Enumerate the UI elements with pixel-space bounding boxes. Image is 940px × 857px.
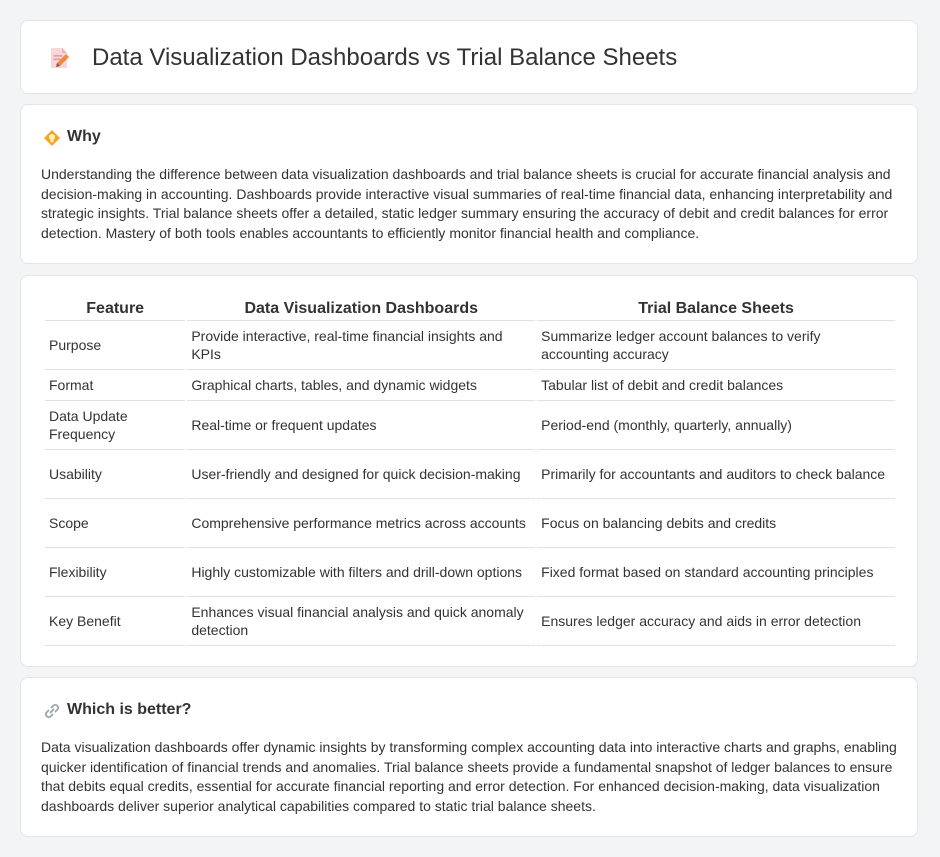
dashboards-cell: Comprehensive performance metrics across accounts xyxy=(187,499,535,548)
why-title: Why xyxy=(67,128,101,145)
why-text: Understanding the difference between data visualization dashboards and trial balance sheets is crucial for accurate financial analysis and decision-making in accounting. Dashboards provide interactive visual summaries of real-time financial data, enhancing interpretability and strategic insights. Trial balance sheets offer a detailed, static ledger summary ensuring the accuracy of debit and credit balances for error detection. Mastery of both tools enables accountants to efficiently monitor financial health and compliance. xyxy=(41,166,893,241)
lightbulb-diamond-icon xyxy=(43,129,61,147)
trial-balance-cell: Tabular list of debit and credit balances xyxy=(537,370,895,401)
header-trial-balance: Trial Balance Sheets xyxy=(537,296,895,321)
trial-balance-cell: Summarize ledger account balances to verify accounting accuracy xyxy=(537,321,895,370)
comparison-table xyxy=(43,296,897,646)
dashboards-cell: Graphical charts, tables, and dynamic widgets xyxy=(187,370,535,401)
which-is-better-section xyxy=(20,677,918,837)
feature-cell: Flexibility xyxy=(45,548,185,597)
table-header-row xyxy=(45,296,895,321)
page-title: Data Visualization Dashboards vs Trial Balance Sheets xyxy=(92,44,678,71)
trial-balance-cell: Period-end (monthly, quarterly, annually) xyxy=(537,401,895,450)
feature-cell: Key Benefit xyxy=(45,597,185,646)
table-row xyxy=(45,321,895,370)
better-text: Data visualization dashboards offer dynamic insights by transforming complex accounting data into interactive charts and graphs, enabling quicker identification of financial trends and anomalies. Trial balance sheets provide a fundamental snapshot of ledger balances to ensure that debits equal credits, essential for accurate financial reporting and error detection. For enhanced decision-making, data visualization dashboards deliver superior analytical capabilities compared to static trial balance sheets. xyxy=(41,739,897,814)
document-pencil-icon xyxy=(47,46,71,70)
dashboards-cell: Highly customizable with filters and drill-down options xyxy=(187,548,535,597)
header-feature: Feature xyxy=(45,296,185,321)
feature-cell: Purpose xyxy=(45,321,185,370)
why-section xyxy=(20,104,918,264)
table-row xyxy=(45,370,895,401)
comparison-section xyxy=(20,275,918,667)
feature-cell: Scope xyxy=(45,499,185,548)
trial-balance-cell: Fixed format based on standard accounting principles xyxy=(537,548,895,597)
table-row xyxy=(45,499,895,548)
feature-cell: Usability xyxy=(45,450,185,499)
trial-balance-cell: Ensures ledger accuracy and aids in error detection xyxy=(537,597,895,646)
feature-cell: Data Update Frequency xyxy=(45,401,185,450)
link-icon xyxy=(43,702,61,720)
dashboards-cell: Enhances visual financial analysis and quick anomaly detection xyxy=(187,597,535,646)
dashboards-cell: Real-time or frequent updates xyxy=(187,401,535,450)
table-row xyxy=(45,401,895,450)
trial-balance-cell: Primarily for accountants and auditors to check balance xyxy=(537,450,895,499)
dashboards-cell: Provide interactive, real-time financial insights and KPIs xyxy=(187,321,535,370)
better-title: Which is better? xyxy=(67,701,192,718)
dashboards-cell: User-friendly and designed for quick decision-making xyxy=(187,450,535,499)
table-row xyxy=(45,548,895,597)
header-dashboards: Data Visualization Dashboards xyxy=(187,296,535,321)
header-card xyxy=(20,20,918,94)
feature-cell: Format xyxy=(45,370,185,401)
table-row xyxy=(45,450,895,499)
table-row xyxy=(45,597,895,646)
trial-balance-cell: Focus on balancing debits and credits xyxy=(537,499,895,548)
